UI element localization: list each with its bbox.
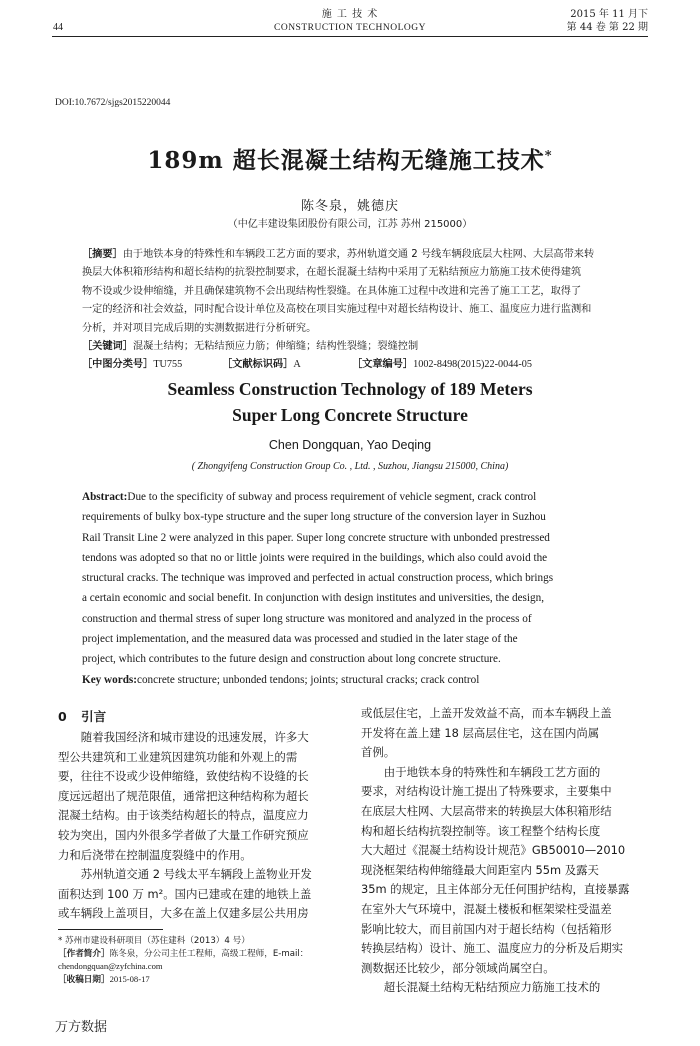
doc-value: A bbox=[293, 359, 301, 371]
keywords-cn-text: 混凝土结构；无粘结预应力筋；伸缩缝；结构性裂缝；裂缝控制 bbox=[132, 341, 419, 353]
keywords-cn-label: ［关键词］ bbox=[82, 341, 133, 353]
header-journal-cn: 施 工 技 术 bbox=[321, 9, 379, 20]
header-volume-issue: 第 44 卷 第 22 期 bbox=[566, 22, 648, 33]
left-para-2-line-3: 或车辆段上盖项目，大多在盖上仅建多层公共用房 bbox=[58, 906, 309, 921]
right-para-2-line-11: 测数据还比较少，部分领域尚属空白。 bbox=[361, 960, 555, 975]
right-para-2-line-5: 大大超过《混凝土结构设计规范》GB50010—2010 bbox=[361, 843, 626, 858]
title-cn bbox=[0, 142, 700, 175]
abstract-en-line-2: requirements of bulky box-type structure and the super long structure of the conversion layer in Suzhou bbox=[82, 511, 546, 524]
right-para-2-line-6: 现浇框架结构伸缩缝最大间距室内 55m 及露天 bbox=[361, 862, 599, 877]
doc-code bbox=[222, 356, 301, 374]
left-para-2-line-2: 面积达到 100 万 m²。国内已建或在建的地铁上盖 bbox=[58, 886, 312, 901]
body-right-column bbox=[361, 704, 649, 998]
header-page-number: 44 bbox=[53, 22, 63, 33]
watermark: 万方数据 bbox=[55, 1020, 108, 1035]
abstract-cn-label: ［摘要］ bbox=[82, 249, 123, 260]
doc-label: ［文献标识码］ bbox=[222, 359, 294, 371]
left-para-2-line-1: 苏州轨道交通 2 号线太平车辆段上盖物业开发 bbox=[80, 867, 312, 882]
footnote-bio-text: 陈冬泉，分公司主任工程师，高级工程师，E-mail： bbox=[109, 948, 309, 959]
left-para-1-line-3: 要，往往不设或少设伸缩缝，致使结构不设缝的长 bbox=[58, 769, 309, 784]
abstract-en-line-1 bbox=[82, 487, 638, 507]
title-cn-text: 189m 超长混凝土结构无缝施工技术 bbox=[147, 147, 545, 174]
right-para-1-line-1: 或低层住宅，上盖开发效益不高，而本车辆段上盖 bbox=[361, 706, 612, 720]
affiliation-en: ( Zhongyifeng Construction Group Co. , Ltd. , Suzhou, Jiangsu 215000, China) bbox=[191, 461, 509, 472]
left-para-1-line-5: 混凝土结构。由于该类结构超长的特点，温度应力 bbox=[58, 808, 309, 823]
abstract-cn-line-3: 物不设或少设伸缩缝，并且确保建筑物不会出现结构性裂缝。在具体施工过程中改进和完善了施工工艺，取得了 bbox=[82, 285, 582, 297]
abstract-cn-line-1 bbox=[82, 246, 622, 264]
abstract-cn-line-1-text: 由于地铁本身的特殊性和车辆段工艺方面的要求，苏州轨道交通 2 号线车辆段底层大柱网、大层高带来转 bbox=[122, 249, 595, 260]
footnote-bio-label: ［作者简介］ bbox=[58, 948, 110, 959]
title-footnote-mark: * bbox=[544, 148, 553, 164]
right-para-2-line-8: 在室外大气环境中，混凝土楼板和框架梁柱受温差 bbox=[361, 901, 612, 916]
clc-value: TU755 bbox=[153, 359, 183, 371]
abstract-cn bbox=[82, 246, 622, 374]
section-title: 引言 bbox=[81, 709, 107, 724]
right-para-2-line-9: 影响比较大，而目前国内对于超长结构（包括箱形 bbox=[361, 921, 612, 936]
left-para-1-line-6: 较为突出，国内外很多学者做了大量工作研究预应 bbox=[58, 827, 309, 842]
abstract-en-line-7: construction and thermal stress of super long structure was monitored and analyzed in the process of bbox=[82, 612, 532, 625]
footnote-bio bbox=[58, 948, 348, 961]
footnote-date bbox=[58, 973, 348, 987]
right-para-2-line-10: 转换层结构）设计、施工、温度应力的分析及后期实 bbox=[361, 941, 623, 956]
abstract-en-line-3: Rail Transit Line 2 were analyzed in this paper. Super long concrete structure with unbonded prestressed bbox=[82, 531, 550, 544]
right-para-2-line-3: 在底层大柱网、大层高带来的转换层大体积箱形结 bbox=[361, 803, 612, 818]
keywords-en-text: concrete structure; unbonded tendons; joints; structural cracks; crack control bbox=[137, 673, 480, 686]
abstract-en-line-9: project, which contributes to the future design and construction about long concrete structure. bbox=[82, 653, 501, 666]
right-para-2-line-7: 35m 的规定，且主体部分无任何围护结构，直接暴露 bbox=[361, 882, 630, 897]
footnote bbox=[58, 935, 348, 986]
abstract-en-line-5: structural cracks. The technique was improved and perfected in actual construction process, which brings bbox=[82, 572, 554, 585]
title-en-line-2: Super Long Concrete Structure bbox=[232, 405, 468, 425]
footnote-date-value: 2015-08-17 bbox=[109, 973, 150, 984]
abstract-cn-line-5: 分析，并对项目完成后期的实测数据进行分析研究。 bbox=[82, 322, 317, 334]
authors-en: Chen Dongquan, Yao Deqing bbox=[268, 438, 432, 452]
left-para-1-line-1: 随着我国经济和城市建设的迅速发展，许多大 bbox=[80, 730, 309, 744]
abstract-en-line-1-text: Due to the specificity of subway and process requirement of vehicle segment, crack control bbox=[127, 491, 537, 503]
classification-row bbox=[82, 356, 622, 374]
footnote-email: chendongquan@zyfchina.com bbox=[58, 961, 163, 972]
title-en-line-1: Seamless Construction Technology of 189 Meters bbox=[167, 379, 533, 399]
header-journal-en: CONSTRUCTION TECHNOLOGY bbox=[274, 23, 426, 33]
doi: DOI:10.7672/sjgs2015220044 bbox=[55, 98, 171, 108]
title-en bbox=[0, 376, 700, 428]
clc-label: ［中图分类号］ bbox=[82, 359, 154, 371]
abstract-en-line-4: tendons was adopted so that no or little joints were required in the buildings, which also could avoid the bbox=[82, 551, 548, 564]
section-heading bbox=[58, 707, 106, 725]
right-para-3-line-1: 超长混凝土结构无粘结预应力筋施工技术的 bbox=[383, 980, 601, 995]
left-para-1-line-7: 力和后浇带在控制温度裂缝中的作用。 bbox=[58, 847, 252, 862]
left-para-1-line-2: 型公共建筑和工业建筑因建筑功能和外观上的需 bbox=[58, 749, 298, 764]
header-rule bbox=[52, 36, 648, 37]
right-para-2-line-4: 构和超长结构抗裂控制等。该工程整个结构长度 bbox=[361, 823, 601, 838]
keywords-en bbox=[82, 670, 638, 690]
left-para-1-line-4: 度远远超出了规范限值，通常把这种结构称为超长 bbox=[58, 788, 309, 803]
body-left-column bbox=[58, 728, 346, 924]
abstract-en-label: Abstract: bbox=[82, 491, 128, 503]
article-code bbox=[352, 356, 532, 374]
right-para-2-line-1: 由于地铁本身的特殊性和车辆段工艺方面的 bbox=[383, 764, 601, 779]
right-para-2-line-2: 要求，对结构设计施工提出了特殊要求，主要集中 bbox=[361, 784, 612, 799]
article-value: 1002-8498(2015)22-0044-05 bbox=[413, 359, 532, 371]
abstract-en bbox=[82, 487, 638, 690]
footnote-fund: * 苏州市建设科研项目（苏住建科（2013）4 号） bbox=[58, 936, 250, 946]
authors-cn: 陈冬泉，姚德庆 bbox=[300, 199, 399, 214]
keywords-cn bbox=[82, 338, 622, 356]
abstract-en-line-8: project implementation, and the measured data was processed and studied in the later stage of the bbox=[82, 633, 518, 646]
footnote-date-label: ［收稿日期］ bbox=[58, 974, 110, 985]
abstract-en-line-6: a certain economic and social benefit. In conjunction with design institutes and universities, the design, bbox=[82, 592, 544, 605]
keywords-en-label: Key words: bbox=[82, 673, 137, 686]
clc-code bbox=[82, 356, 182, 374]
abstract-cn-line-4: 一定的经济和社会效益，同时配合设计单位及高校在项目实施过程中对超长结构设计、施工、温度应力进行监测和 bbox=[82, 304, 592, 316]
section-number: 0 bbox=[58, 709, 67, 724]
footnote-rule bbox=[58, 929, 163, 930]
right-para-1-line-3: 首例。 bbox=[361, 745, 396, 760]
header-issue-date: 2015 年 11 月下 bbox=[570, 9, 648, 20]
abstract-cn-line-2: 换层大体积箱形结构和超长结构的抗裂控制要求，在超长混凝土结构中采用了无粘结预应力筋施工技术使得建筑 bbox=[82, 267, 582, 279]
affiliation-cn: （中亿丰建设集团股份有限公司，江苏 苏州 215000） bbox=[227, 219, 473, 230]
article-label: ［文章编号］ bbox=[352, 359, 414, 371]
right-para-1-line-2: 开发将在盖上建 18 层高层住宅，这在国内尚属 bbox=[361, 725, 600, 740]
